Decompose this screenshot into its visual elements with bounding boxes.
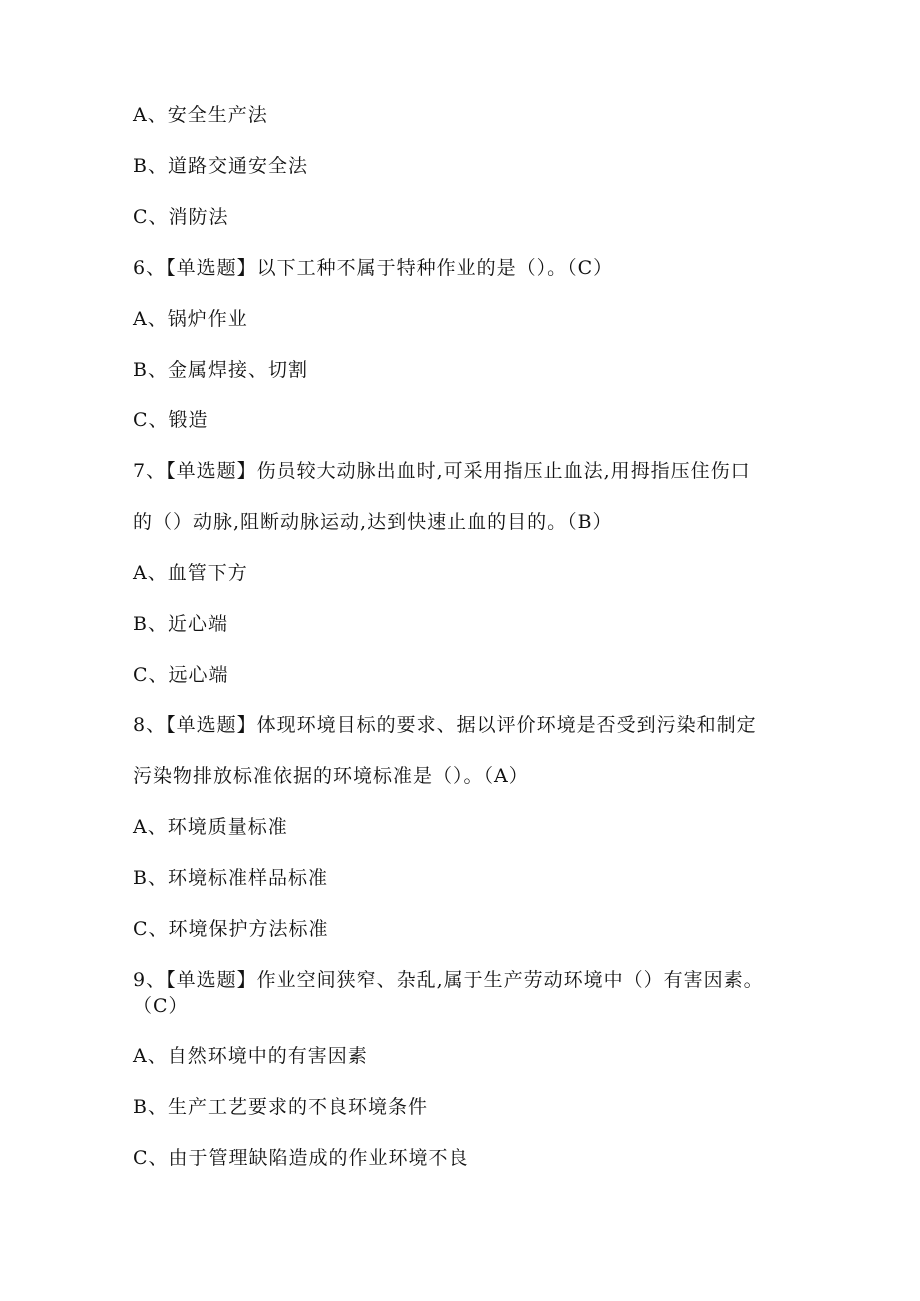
q6-option-b: B、金属焊接、切割 bbox=[133, 359, 308, 381]
q8-stem-line2: 污染物排放标准依据的环境标准是（）。（A） bbox=[133, 765, 529, 787]
q7-option-c: C、远心端 bbox=[133, 664, 229, 686]
q9-option-b: B、生产工艺要求的不良环境条件 bbox=[133, 1096, 428, 1118]
q7-option-a: A、血管下方 bbox=[133, 562, 248, 584]
q9-stem-line2: （C） bbox=[133, 995, 189, 1017]
q8-option-a: A、环境质量标准 bbox=[133, 816, 288, 838]
q7-stem-line2: 的（）动脉,阻断动脉运动,达到快速止血的目的。（B） bbox=[133, 511, 613, 533]
q6-option-a: A、锅炉作业 bbox=[133, 308, 248, 330]
q9-stem-line1: 9、【单选题】作业空间狭窄、杂乱,属于生产劳动环境中（）有害因素。 bbox=[133, 969, 764, 991]
q6-stem: 6、【单选题】以下工种不属于特种作业的是（）。（C） bbox=[133, 257, 614, 279]
q9-option-c: C、由于管理缺陷造成的作业环境不良 bbox=[133, 1147, 469, 1169]
q7-stem-line1: 7、【单选题】伤员较大动脉出血时,可采用指压止血法,用拇指压住伤口 bbox=[133, 460, 751, 482]
q6-option-c: C、锻造 bbox=[133, 409, 209, 431]
q5-option-b: B、道路交通安全法 bbox=[133, 155, 308, 177]
q7-option-b: B、近心端 bbox=[133, 613, 228, 635]
q9-option-a: A、自然环境中的有害因素 bbox=[133, 1045, 368, 1067]
q8-option-b: B、环境标准样品标准 bbox=[133, 867, 328, 889]
q5-option-c: C、消防法 bbox=[133, 206, 229, 228]
q5-option-a: A、安全生产法 bbox=[133, 104, 268, 126]
q8-stem-line1: 8、【单选题】体现环境目标的要求、据以评价环境是否受到污染和制定 bbox=[133, 714, 757, 736]
q8-option-c: C、环境保护方法标准 bbox=[133, 918, 329, 940]
